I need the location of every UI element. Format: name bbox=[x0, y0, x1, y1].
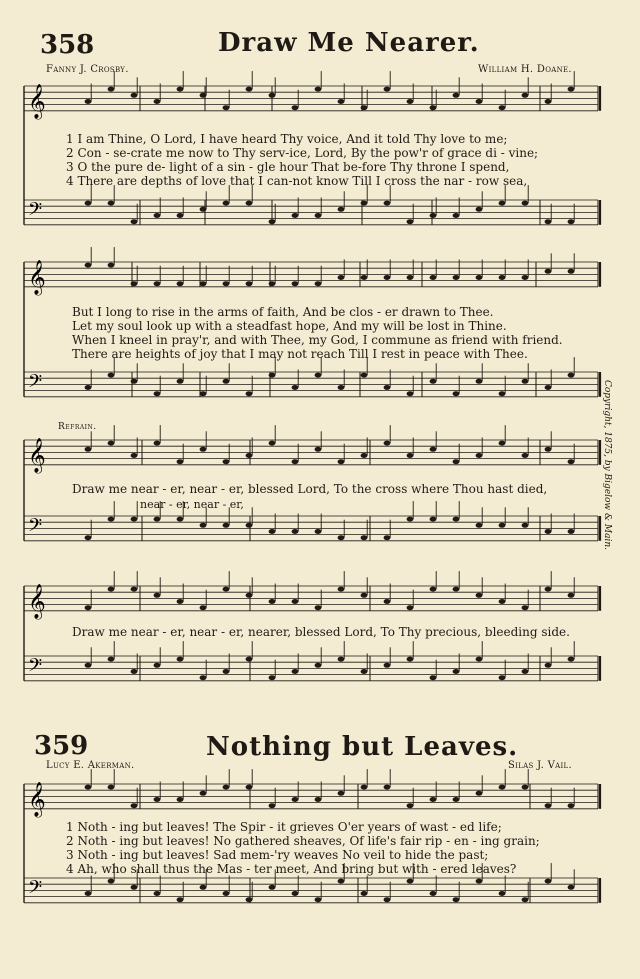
notehead bbox=[177, 599, 184, 604]
notehead bbox=[568, 657, 575, 662]
notehead bbox=[85, 663, 92, 668]
notehead bbox=[338, 791, 345, 796]
verse-line: There are heights of joy that I may not reach Till I rest in peace with Thee. bbox=[72, 347, 528, 361]
notehead bbox=[85, 785, 92, 790]
notehead bbox=[476, 593, 483, 598]
notehead bbox=[522, 785, 529, 790]
notehead bbox=[154, 99, 161, 104]
verse-line: 1 Noth - ing but leaves! The Spir - it grieves O'er years of wast - ed life; bbox=[66, 820, 502, 834]
notehead bbox=[568, 459, 575, 464]
treble-clef-icon: 𝄞 bbox=[28, 583, 46, 619]
notehead bbox=[131, 93, 138, 98]
notehead bbox=[568, 373, 575, 378]
notehead bbox=[522, 379, 529, 384]
notehead bbox=[315, 529, 322, 534]
notehead bbox=[453, 517, 460, 522]
notehead bbox=[476, 207, 483, 212]
notehead bbox=[476, 379, 483, 384]
composer-credit: Silas J. Vail. bbox=[508, 760, 572, 771]
notehead bbox=[522, 453, 529, 458]
notehead bbox=[315, 897, 322, 902]
notehead bbox=[154, 517, 161, 522]
notehead bbox=[108, 587, 115, 592]
notehead bbox=[338, 879, 345, 884]
notehead bbox=[545, 447, 552, 452]
notehead bbox=[292, 529, 299, 534]
notehead bbox=[154, 593, 161, 598]
notehead bbox=[292, 599, 299, 604]
notehead bbox=[200, 391, 207, 396]
notehead bbox=[269, 219, 276, 224]
notehead bbox=[522, 605, 529, 610]
notehead bbox=[200, 93, 207, 98]
notehead bbox=[545, 269, 552, 274]
notehead bbox=[131, 803, 138, 808]
notehead bbox=[246, 453, 253, 458]
notehead bbox=[269, 529, 276, 534]
notehead bbox=[338, 275, 345, 280]
notehead bbox=[545, 385, 552, 390]
notehead bbox=[269, 803, 276, 808]
notehead bbox=[453, 275, 460, 280]
notehead bbox=[407, 879, 414, 884]
notehead bbox=[407, 391, 414, 396]
notehead bbox=[200, 523, 207, 528]
notehead bbox=[430, 213, 437, 218]
notehead bbox=[430, 675, 437, 680]
notehead bbox=[407, 275, 414, 280]
notehead bbox=[430, 587, 437, 592]
bass-clef-icon: 𝄢 bbox=[28, 371, 43, 397]
notehead bbox=[545, 879, 552, 884]
notehead bbox=[476, 879, 483, 884]
verse-line: 4 There are depths of love that I can-not know Till I cross the nar - row sea, bbox=[66, 174, 528, 188]
treble-clef-icon: 𝄞 bbox=[28, 781, 46, 817]
notehead bbox=[177, 379, 184, 384]
notehead bbox=[108, 201, 115, 206]
notehead bbox=[154, 281, 161, 286]
notehead bbox=[338, 99, 345, 104]
notehead bbox=[430, 275, 437, 280]
notehead bbox=[246, 593, 253, 598]
notehead bbox=[223, 891, 230, 896]
notehead bbox=[545, 99, 552, 104]
notehead bbox=[499, 523, 506, 528]
notehead bbox=[177, 87, 184, 92]
composer-credit: William H. Doane. bbox=[478, 64, 572, 75]
notehead bbox=[131, 281, 138, 286]
notehead bbox=[384, 275, 391, 280]
notehead bbox=[338, 207, 345, 212]
notehead bbox=[131, 669, 138, 674]
notehead bbox=[338, 587, 345, 592]
notehead bbox=[384, 385, 391, 390]
verse-line: Let my soul look up with a steadfast hope, And my will be lost in Thine. bbox=[72, 319, 507, 333]
notehead bbox=[361, 373, 368, 378]
hymn-title: Nothing but Leaves. bbox=[206, 732, 519, 762]
notehead bbox=[292, 385, 299, 390]
copyright-notice: Copyright, 1875, by Bigelow & Main. bbox=[602, 380, 612, 550]
notehead bbox=[361, 275, 368, 280]
notehead bbox=[177, 657, 184, 662]
notehead bbox=[476, 791, 483, 796]
notehead bbox=[499, 275, 506, 280]
bass-clef-icon: 𝄢 bbox=[28, 655, 43, 681]
notehead bbox=[430, 891, 437, 896]
notehead bbox=[568, 269, 575, 274]
notehead bbox=[522, 275, 529, 280]
notehead bbox=[361, 201, 368, 206]
notehead bbox=[384, 599, 391, 604]
notehead bbox=[108, 263, 115, 268]
notehead bbox=[545, 219, 552, 224]
notehead bbox=[223, 201, 230, 206]
notehead bbox=[407, 517, 414, 522]
notehead bbox=[338, 459, 345, 464]
notehead bbox=[246, 391, 253, 396]
notehead bbox=[361, 593, 368, 598]
notehead bbox=[568, 529, 575, 534]
notehead bbox=[476, 523, 483, 528]
notehead bbox=[338, 657, 345, 662]
verse-line: When I kneel in pray'r, and with Thee, my God, I commune as friend with friend. bbox=[72, 333, 563, 347]
notehead bbox=[338, 385, 345, 390]
notehead bbox=[85, 385, 92, 390]
notehead bbox=[315, 663, 322, 668]
verse-line: 3 Noth - ing but leaves! Sad mem-'ry weaves No veil to hide the past; bbox=[66, 848, 489, 862]
hymn-number: 359 bbox=[34, 731, 89, 761]
notehead bbox=[292, 797, 299, 802]
notehead bbox=[269, 441, 276, 446]
notehead bbox=[85, 605, 92, 610]
notehead bbox=[361, 891, 368, 896]
notehead bbox=[384, 663, 391, 668]
notehead bbox=[177, 281, 184, 286]
notehead bbox=[223, 379, 230, 384]
verse-line: 1 I am Thine, O Lord, I have heard Thy voice, And it told Thy love to me; bbox=[66, 132, 508, 146]
notehead bbox=[269, 599, 276, 604]
notehead bbox=[407, 219, 414, 224]
notehead bbox=[292, 669, 299, 674]
notehead bbox=[384, 87, 391, 92]
notehead bbox=[246, 897, 253, 902]
notehead bbox=[407, 99, 414, 104]
notehead bbox=[131, 379, 138, 384]
notehead bbox=[85, 891, 92, 896]
notehead bbox=[269, 373, 276, 378]
treble-clef-icon: 𝄞 bbox=[28, 259, 46, 295]
notehead bbox=[568, 219, 575, 224]
notehead bbox=[545, 803, 552, 808]
notehead bbox=[131, 219, 138, 224]
notehead bbox=[407, 605, 414, 610]
notehead bbox=[200, 605, 207, 610]
verse-line: But I long to rise in the arms of faith, And be clos - er drawn to Thee. bbox=[72, 305, 494, 319]
notehead bbox=[177, 459, 184, 464]
notehead bbox=[246, 87, 253, 92]
notehead bbox=[430, 517, 437, 522]
notehead bbox=[499, 891, 506, 896]
notehead bbox=[177, 517, 184, 522]
notehead bbox=[85, 447, 92, 452]
notehead bbox=[269, 885, 276, 890]
notehead bbox=[453, 897, 460, 902]
notehead bbox=[453, 213, 460, 218]
notehead bbox=[223, 587, 230, 592]
notehead bbox=[453, 587, 460, 592]
notehead bbox=[407, 453, 414, 458]
notehead bbox=[361, 535, 368, 540]
notehead bbox=[430, 105, 437, 110]
notehead bbox=[430, 447, 437, 452]
notehead bbox=[223, 669, 230, 674]
notehead bbox=[384, 897, 391, 902]
notehead bbox=[476, 657, 483, 662]
notehead bbox=[85, 263, 92, 268]
bass-clef-icon: 𝄢 bbox=[28, 199, 43, 225]
notehead bbox=[430, 797, 437, 802]
notehead bbox=[246, 657, 253, 662]
notehead bbox=[315, 797, 322, 802]
notehead bbox=[108, 87, 115, 92]
notehead bbox=[568, 885, 575, 890]
lyricist-credit: Fanny J. Crosby. bbox=[46, 64, 129, 75]
verse-line: 2 Noth - ing but leaves! No gathered sheaves, Of life's fair rip - en - ing grain; bbox=[66, 834, 540, 848]
notehead bbox=[292, 213, 299, 218]
notehead bbox=[177, 797, 184, 802]
notehead bbox=[361, 669, 368, 674]
notehead bbox=[361, 785, 368, 790]
notehead bbox=[223, 523, 230, 528]
notehead bbox=[361, 453, 368, 458]
notehead bbox=[200, 447, 207, 452]
notehead bbox=[568, 803, 575, 808]
notehead bbox=[315, 87, 322, 92]
notehead bbox=[154, 891, 161, 896]
notehead bbox=[568, 87, 575, 92]
notehead bbox=[499, 105, 506, 110]
refrain-line: Draw me near - er, near - er, blessed Lord, To the cross where Thou hast died, bbox=[72, 482, 548, 496]
notehead bbox=[85, 201, 92, 206]
verse-line: 4 Ah, who shall thus the Mas - ter meet, And bring but with - ered leaves? bbox=[66, 862, 517, 876]
notehead bbox=[108, 517, 115, 522]
notehead bbox=[223, 785, 230, 790]
notehead bbox=[407, 657, 414, 662]
verse-line: 3 O the pure de- light of a sin - gle hour That be-fore Thy throne I spend, bbox=[66, 160, 510, 174]
notehead bbox=[131, 587, 138, 592]
notehead bbox=[476, 275, 483, 280]
notehead bbox=[154, 391, 161, 396]
refrain-bass-line: near - er, near - er, bbox=[140, 498, 244, 511]
notehead bbox=[315, 281, 322, 286]
notehead bbox=[453, 391, 460, 396]
notehead bbox=[177, 213, 184, 218]
notehead bbox=[200, 675, 207, 680]
notehead bbox=[246, 785, 253, 790]
notehead bbox=[545, 587, 552, 592]
notehead bbox=[269, 675, 276, 680]
notehead bbox=[384, 441, 391, 446]
notehead bbox=[430, 379, 437, 384]
notehead bbox=[154, 663, 161, 668]
notehead bbox=[476, 453, 483, 458]
notehead bbox=[223, 281, 230, 286]
notehead bbox=[246, 281, 253, 286]
notehead bbox=[292, 281, 299, 286]
notehead bbox=[131, 453, 138, 458]
notehead bbox=[223, 459, 230, 464]
notehead bbox=[522, 523, 529, 528]
hymn-number: 358 bbox=[40, 30, 95, 60]
notehead bbox=[315, 373, 322, 378]
notehead bbox=[453, 93, 460, 98]
notehead bbox=[200, 281, 207, 286]
notehead bbox=[476, 99, 483, 104]
notehead bbox=[292, 891, 299, 896]
lyricist-credit: Lucy E. Akerman. bbox=[46, 760, 135, 771]
notehead bbox=[292, 105, 299, 110]
notehead bbox=[246, 523, 253, 528]
notehead bbox=[131, 885, 138, 890]
notehead bbox=[154, 213, 161, 218]
hymn-title: Draw Me Nearer. bbox=[218, 28, 480, 58]
notehead bbox=[499, 599, 506, 604]
notehead bbox=[384, 785, 391, 790]
notehead bbox=[269, 93, 276, 98]
notehead bbox=[522, 93, 529, 98]
notehead bbox=[499, 201, 506, 206]
bass-clef-icon: 𝄢 bbox=[28, 515, 43, 541]
notehead bbox=[315, 213, 322, 218]
notehead bbox=[200, 791, 207, 796]
notehead bbox=[499, 391, 506, 396]
notehead bbox=[545, 663, 552, 668]
treble-clef-icon: 𝄞 bbox=[28, 83, 46, 119]
notehead bbox=[545, 529, 552, 534]
notehead bbox=[522, 669, 529, 674]
notehead bbox=[453, 669, 460, 674]
notehead bbox=[108, 657, 115, 662]
notehead bbox=[384, 201, 391, 206]
treble-clef-icon: 𝄞 bbox=[28, 437, 46, 473]
notehead bbox=[338, 535, 345, 540]
refrain-line: Draw me near - er, near - er, nearer, blessed Lord, To Thy precious, bleeding side. bbox=[72, 625, 570, 639]
notehead bbox=[407, 803, 414, 808]
bass-clef-icon: 𝄢 bbox=[28, 877, 43, 903]
notehead bbox=[453, 797, 460, 802]
notehead bbox=[108, 441, 115, 446]
notehead bbox=[154, 441, 161, 446]
notehead bbox=[522, 897, 529, 902]
refrain-label: Refrain. bbox=[58, 422, 97, 432]
notehead bbox=[315, 447, 322, 452]
notehead bbox=[499, 785, 506, 790]
notehead bbox=[108, 373, 115, 378]
notehead bbox=[269, 281, 276, 286]
notehead bbox=[108, 879, 115, 884]
notehead bbox=[85, 535, 92, 540]
notehead bbox=[131, 517, 138, 522]
notehead bbox=[453, 459, 460, 464]
notehead bbox=[177, 897, 184, 902]
notehead bbox=[108, 785, 115, 790]
notehead bbox=[522, 201, 529, 206]
notehead bbox=[499, 441, 506, 446]
notehead bbox=[200, 207, 207, 212]
notehead bbox=[223, 105, 230, 110]
verse-line: 2 Con - se-crate me now to Thy serv-ice, Lord, By the pow'r of grace di - vine; bbox=[66, 146, 539, 160]
notehead bbox=[499, 675, 506, 680]
notehead bbox=[568, 593, 575, 598]
notehead bbox=[200, 885, 207, 890]
notehead bbox=[384, 535, 391, 540]
notehead bbox=[85, 99, 92, 104]
notehead bbox=[361, 105, 368, 110]
notehead bbox=[154, 797, 161, 802]
notehead bbox=[292, 459, 299, 464]
notehead bbox=[315, 605, 322, 610]
notehead bbox=[246, 201, 253, 206]
